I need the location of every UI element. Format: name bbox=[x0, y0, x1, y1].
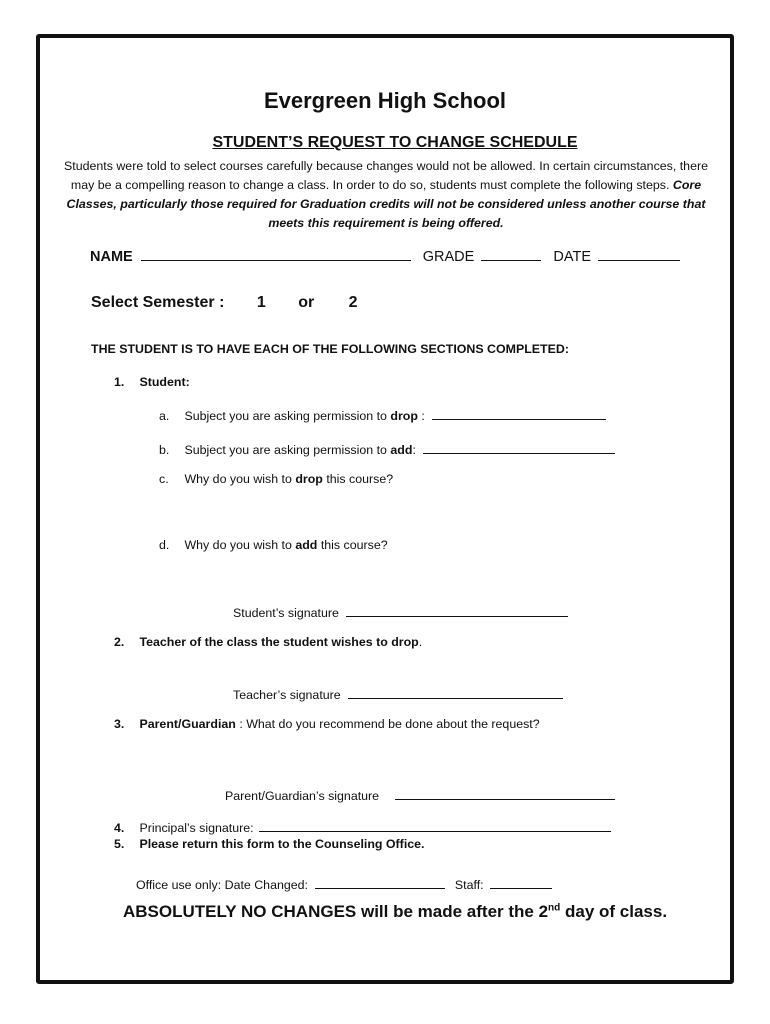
principal-signature-field[interactable] bbox=[259, 818, 611, 832]
return-instruction bbox=[114, 837, 424, 851]
drop-subject-field[interactable] bbox=[432, 406, 606, 420]
item-letter: c. bbox=[159, 472, 169, 486]
intro-text: Students were told to select courses carefully because changes would not be allowed. In certain circumstances, there may be a compelling reason to change a class. In order to do so, students must complete the following steps. bbox=[64, 159, 708, 192]
parent-signature-field[interactable] bbox=[395, 786, 615, 800]
grade-field[interactable] bbox=[481, 247, 541, 261]
semester-label: Select Semester : bbox=[91, 294, 225, 311]
drop-reason-suffix: this course? bbox=[326, 472, 394, 486]
teacher-period: . bbox=[418, 635, 423, 649]
semester-or: or bbox=[298, 294, 315, 311]
item-letter: d. bbox=[159, 538, 170, 552]
parent-question: : What do you recommend be done about the request? bbox=[239, 717, 540, 731]
drop-subject-prompt: Subject you are asking permission to bbox=[184, 409, 387, 423]
add-colon: : bbox=[412, 443, 416, 457]
name-field[interactable] bbox=[141, 247, 411, 261]
student-section-header bbox=[114, 375, 190, 389]
student-signature-field[interactable] bbox=[346, 603, 568, 617]
office-staff-label: Staff: bbox=[454, 878, 484, 892]
drop-reason-field[interactable] bbox=[180, 492, 700, 532]
semester-option-1[interactable]: 1 bbox=[256, 294, 266, 311]
add-reason-suffix: this course? bbox=[320, 538, 388, 552]
office-staff-field[interactable] bbox=[490, 875, 552, 889]
add-reason-field[interactable] bbox=[180, 558, 700, 598]
add-reason-item bbox=[159, 538, 388, 552]
principal-row bbox=[114, 818, 611, 835]
item-number: 3. bbox=[114, 717, 125, 731]
drop-keyword: drop bbox=[390, 409, 418, 423]
item-letter: a. bbox=[159, 409, 170, 423]
school-name: Evergreen High School bbox=[263, 88, 507, 113]
add-subject-field[interactable] bbox=[423, 440, 615, 454]
teacher-signature-field[interactable] bbox=[348, 685, 563, 699]
drop-colon: : bbox=[421, 409, 425, 423]
student-signature-row bbox=[233, 603, 568, 620]
office-date-label: Office use only: Date Changed: bbox=[136, 878, 308, 892]
drop-reason-item bbox=[159, 472, 393, 486]
name-label: NAME bbox=[90, 249, 133, 265]
semester-option-2[interactable]: 2 bbox=[348, 294, 358, 311]
semester-row bbox=[91, 294, 358, 312]
item-number: 1. bbox=[114, 375, 125, 389]
intro-paragraph bbox=[56, 157, 716, 233]
teacher-signature-row bbox=[233, 685, 563, 702]
final-notice-sup: nd bbox=[548, 902, 561, 914]
item-letter: b. bbox=[159, 443, 170, 457]
drop-subject-item bbox=[159, 406, 606, 423]
student-info-row bbox=[90, 247, 680, 265]
date-field[interactable] bbox=[598, 247, 680, 261]
item-number: 2. bbox=[114, 635, 125, 649]
add-subject-item bbox=[159, 440, 615, 457]
item-number: 5. bbox=[114, 837, 125, 851]
add-keyword: add bbox=[295, 538, 318, 552]
teacher-section-label: Teacher of the class the student wishes to drop bbox=[139, 635, 419, 649]
item-number: 4. bbox=[114, 821, 125, 835]
parent-section-label: Parent/Guardian bbox=[139, 717, 236, 731]
add-keyword: add bbox=[390, 443, 413, 457]
office-use-row bbox=[136, 875, 552, 892]
return-label: Please return this form to the Counseling Office. bbox=[139, 837, 425, 851]
teacher-signature-label: Teacher’s signature bbox=[233, 688, 341, 702]
add-subject-prompt: Subject you are asking permission to bbox=[184, 443, 387, 457]
drop-keyword: drop bbox=[295, 472, 323, 486]
final-notice-tail: day of class. bbox=[560, 902, 668, 921]
principal-signature-label: Principal’s signature: bbox=[139, 821, 254, 835]
student-signature-label: Student’s signature bbox=[233, 606, 339, 620]
sections-heading: THE STUDENT IS TO HAVE EACH OF THE FOLLOWING SECTIONS COMPLETED: bbox=[91, 342, 569, 356]
final-notice-text: ABSOLUTELY NO CHANGES will be made after the 2 bbox=[122, 902, 549, 921]
add-reason-prompt: Why do you wish to bbox=[184, 538, 292, 552]
parent-section-header bbox=[114, 717, 540, 731]
office-date-field[interactable] bbox=[315, 875, 445, 889]
teacher-section-header bbox=[114, 635, 422, 649]
parent-recommendation-field[interactable] bbox=[136, 738, 696, 778]
parent-signature-label: Parent/Guardian’s signature bbox=[225, 789, 380, 803]
final-notice bbox=[0, 902, 770, 922]
student-section-label: Student: bbox=[139, 375, 190, 389]
drop-reason-prompt: Why do you wish to bbox=[184, 472, 292, 486]
grade-label: GRADE bbox=[422, 249, 475, 265]
intro-emphasis: Core Classes, particularly those required for Graduation credits will not be considered unless another course that meets this requirement is being offered. bbox=[66, 178, 706, 230]
form-title: STUDENT’S REQUEST TO CHANGE SCHEDULE bbox=[212, 134, 578, 151]
date-label: DATE bbox=[553, 249, 592, 265]
parent-signature-row bbox=[225, 786, 615, 803]
